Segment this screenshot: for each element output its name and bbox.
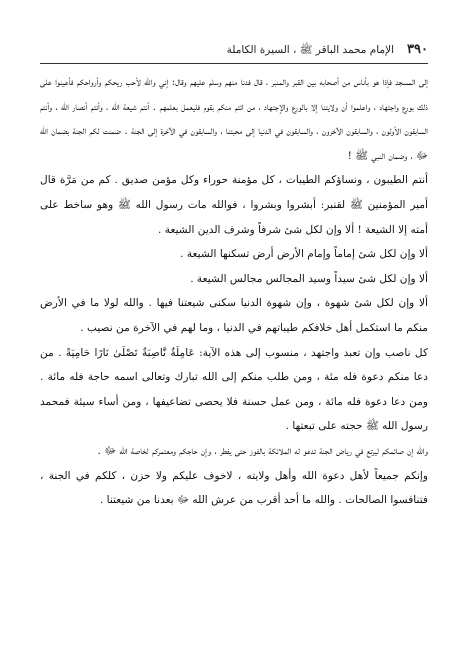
running-title: الإمام محمد الباقر ﷺ ، السيرة الكاملة bbox=[226, 44, 394, 56]
body-text bbox=[40, 70, 428, 513]
paragraph: كل ناصب وإن تعبد واجتهد ، منسوب إلى هذه الآية: عَامِلَةٌ نَّاصِبَةٌ تَصْلَىٰ نَارًا حَامِيَةً . من دعا منكم دعوة فله مئة ، ومن طلب منكم إلى الله تبارك وتعالى اسمه حاجة فله مائة . ومن دعا دعوة فله مائة ، ومن عمل حسنة فلا يحصى تضاعيفها ، ومن أساء سيئة فمحمد رسول الله ﷺ حجته على تبعتها . bbox=[40, 346, 428, 433]
paragraph: ألا وإن لكل شئ شهوة ، وإن شهوة الدنيا سكنى شيعتنا فيها . والله لولا ما في الأرض منكم ما استكمل أهل خلافكم طيباتهم في الدنيا ، وما لهم في الآخرة من نصيب . bbox=[40, 297, 428, 334]
header-divider bbox=[40, 63, 428, 64]
paragraph: إلى المسجد فإذا هو بأناس من أصحابه بين القبر والمنبر ، قال فدنا منهم وسلم عليهم وقال: إني والله لأحب ريحكم وأرواحكم فأعينوا على ذلك بورع واجتهاد ، واعلموا أن ولايتنا إلا بالورع والإجتهاد ، من ائتم منكم بقوم فليعمل بعلمهم . أنتم شيعة الله ، وأنتم أنصار الله ، وأنتم السابقون الأولون ، والسابقون الآخرون ، والسابقون في الدنيا إلى محبتنا ، والسابقون في الآخرة إلى الجنة . ضمنت لكم الجنة بضمان الله ﷻ ، وضمان النبي ﷺ ! bbox=[40, 76, 428, 162]
page-header bbox=[40, 40, 428, 62]
paragraph: ألا وإن لكل شئ سيداً وسيد المجالس مجالس الشيعة . bbox=[190, 272, 428, 285]
page-number: ٣٩٠ bbox=[407, 42, 428, 57]
paragraph: وإنكم جميعاً لأهل دعوة الله وأهل ولايته ، لاخوف عليكم ولا حزن ، كلكم في الجنة ، فتنافسوا الصالحات . والله ما أحد أقرب من عرش الله ﷻ بعدنا من شيعتنا . bbox=[40, 469, 428, 507]
paragraph: ألا وإن لكل شئ إماماً وإمام الأرض أرض تسكنها الشيعة . bbox=[180, 248, 428, 261]
paragraph: أنتم الطيبون ، ونساؤكم الطيبات ، كل مؤمنة حوراء وكل مؤمن صديق . كم من مَرَّة قال أمير المؤمنين ﷺ لقنبر: أبشروا وبشروا ، فوالله مات رسول الله ﷺ وهو ساخط على أمته إلا الشيعة ! ألا وإن لكل شئ شرفاً وشرف الدين الشيعة . bbox=[40, 174, 428, 236]
paragraph: والله إن صائمكم ليرتع في رياض الجنة تدعو له الملائكة بالفوز حتى يفطر ، وإن حاجكم ومعتمركم لخاصة الله ﷻ . bbox=[97, 444, 428, 457]
